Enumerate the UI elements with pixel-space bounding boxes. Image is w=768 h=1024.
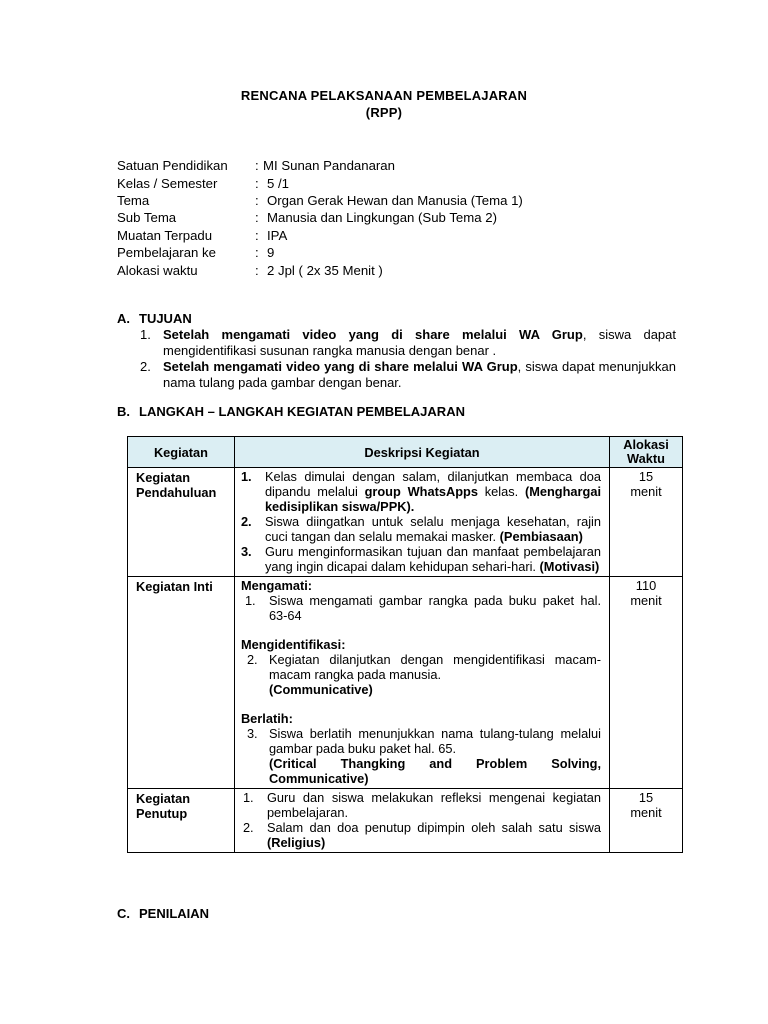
table-row-inti: [128, 577, 683, 789]
goal-text: [163, 327, 676, 359]
document-title: RENCANA PELAKSANAAN PEMBELAJARAN: [240, 88, 528, 103]
identity-separator: :: [255, 210, 259, 225]
table-row-pendahuluan: [128, 468, 683, 577]
character-tag: (Motivasi): [539, 559, 600, 574]
activity-item: [243, 820, 601, 850]
character-tag: (Pembiasaan): [499, 529, 583, 544]
step-heading: Berlatih:: [240, 711, 293, 726]
activity-item: [241, 514, 601, 544]
identity-separator: :: [255, 245, 259, 260]
item-text: kelas.: [477, 484, 525, 499]
stage-name: Kegiatan Penutup: [128, 789, 235, 853]
section-a-heading: [117, 311, 192, 326]
document-subtitle: (RPP): [365, 105, 403, 120]
item-text: Kelas dimulai dengan salam, dilanjutkan membaca doa dipandu melalui: [264, 469, 601, 499]
activity-description: [234, 577, 609, 789]
activity-item: [241, 593, 601, 623]
identity-value: Organ Gerak Hewan dan Manusia (Tema 1): [267, 193, 523, 208]
table-row-penutup: [128, 789, 683, 853]
identity-label: Satuan Pendidikan: [117, 158, 228, 173]
section-letter: C.: [117, 906, 130, 921]
item-text: Salam dan doa penutup dipimpin oleh salah satu siswa: [266, 820, 601, 835]
activity-item: [241, 469, 601, 514]
character-tag: (Menghargai kedisiplikan siswa/PPK).: [264, 484, 602, 514]
identity-separator: :: [255, 176, 259, 191]
section-letter: B.: [117, 404, 130, 419]
activity-item: [241, 726, 601, 786]
header-alokasi: Alokasi Waktu: [610, 437, 683, 468]
goal-text: [163, 359, 676, 391]
header-deskripsi: Deskripsi Kegiatan: [234, 437, 609, 468]
identity-value: 2 Jpl ( 2x 35 Menit ): [267, 263, 383, 278]
goal-number: 2.: [140, 359, 151, 374]
activity-description: [234, 468, 609, 577]
identity-value: 5 /1: [267, 176, 289, 191]
section-letter: A.: [117, 311, 130, 326]
activity-item: [241, 652, 601, 697]
activity-description: [234, 789, 609, 853]
identity-label: Kelas / Semester: [117, 176, 218, 191]
item-bold-text: group WhatsApps: [364, 484, 478, 499]
stage-name: Kegiatan Inti: [128, 577, 235, 789]
item-number: 1.: [240, 469, 252, 484]
section-title: LANGKAH – LANGKAH KEGIATAN PEMBELAJARAN: [139, 404, 465, 419]
goal-item: [140, 327, 676, 359]
goal-bold-text: Setelah mengamati video yang di share melalui WA Grup: [163, 327, 583, 342]
section-b-heading: [117, 404, 465, 419]
goal-rest-text: , siswa dapat menunjukkan nama tulang pada gambar dengan benar.: [163, 359, 677, 390]
item-number: 2.: [242, 820, 254, 835]
item-number: 3.: [246, 726, 258, 741]
time-allocation: 15 menit: [610, 789, 683, 853]
identity-label: Muatan Terpadu: [117, 228, 213, 243]
item-text: Siswa mengamati gambar rangka pada buku paket hal. 63-64: [268, 593, 601, 623]
identity-label: Alokasi waktu: [117, 263, 198, 278]
step-heading: Mengamati:: [240, 578, 313, 593]
section-title: PENILAIAN: [139, 906, 210, 921]
stage-name: Kegiatan Pendahuluan: [128, 468, 235, 577]
identity-label: Sub Tema: [117, 210, 177, 225]
identity-separator: :: [255, 158, 259, 173]
identity-separator: :: [255, 228, 259, 243]
activity-item: [243, 790, 601, 820]
time-allocation: 15 menit: [610, 468, 683, 577]
item-number: 1.: [244, 593, 256, 608]
activity-table: [127, 436, 683, 853]
section-title: TUJUAN: [139, 311, 192, 326]
identity-label: Tema: [117, 193, 150, 208]
goal-item: [140, 359, 676, 391]
identity-value: IPA: [267, 228, 288, 243]
identity-value: Manusia dan Lingkungan (Sub Tema 2): [267, 210, 497, 225]
character-tag: (Critical Thangking and Problem Solving, Communicative): [268, 756, 601, 786]
identity-separator: :: [255, 263, 259, 278]
step-heading: Mengidentifikasi:: [240, 637, 346, 652]
item-text: Kegiatan dilanjutkan dengan mengidentifikasi macam-macam rangka pada manusia.: [268, 652, 601, 682]
item-text: Siswa berlatih menunjukkan nama tulang-tulang melalui gambar pada buku paket hal. 65.: [268, 726, 601, 756]
section-c-heading: [117, 906, 209, 921]
goal-number: 1.: [140, 327, 151, 342]
item-text: Guru menginformasikan tujuan dan manfaat pembelajaran yang ingin dicapai dalam kehidupan sehari-hari.: [264, 544, 601, 574]
identity-value: 9: [267, 245, 275, 260]
identity-label: Pembelajaran ke: [117, 245, 216, 260]
time-allocation: 110 menit: [610, 577, 683, 789]
character-tag: (Communicative): [268, 682, 373, 697]
header-kegiatan: Kegiatan: [128, 437, 235, 468]
activity-item: [241, 544, 601, 574]
identity-separator: :: [255, 193, 259, 208]
table-header-row: [128, 437, 683, 468]
identity-value: MI Sunan Pandanaran: [263, 158, 395, 173]
item-text: Siswa diingatkan untuk selalu menjaga kesehatan, rajin cuci tangan dan selalu memakai masker.: [264, 514, 601, 544]
item-number: 2.: [240, 514, 252, 529]
goal-bold-text: Setelah mengamati video yang di share melalui WA Grup: [163, 359, 518, 374]
item-text: Guru dan siswa melakukan refleksi mengenai kegiatan pembelajaran.: [266, 790, 601, 820]
item-number: 2.: [246, 652, 258, 667]
goal-rest-text: , siswa dapat mengidentifikasi susunan rangka manusia dengan benar .: [163, 327, 677, 358]
item-number: 1.: [242, 790, 254, 805]
character-tag: (Religius): [266, 835, 326, 850]
item-number: 3.: [240, 544, 252, 559]
